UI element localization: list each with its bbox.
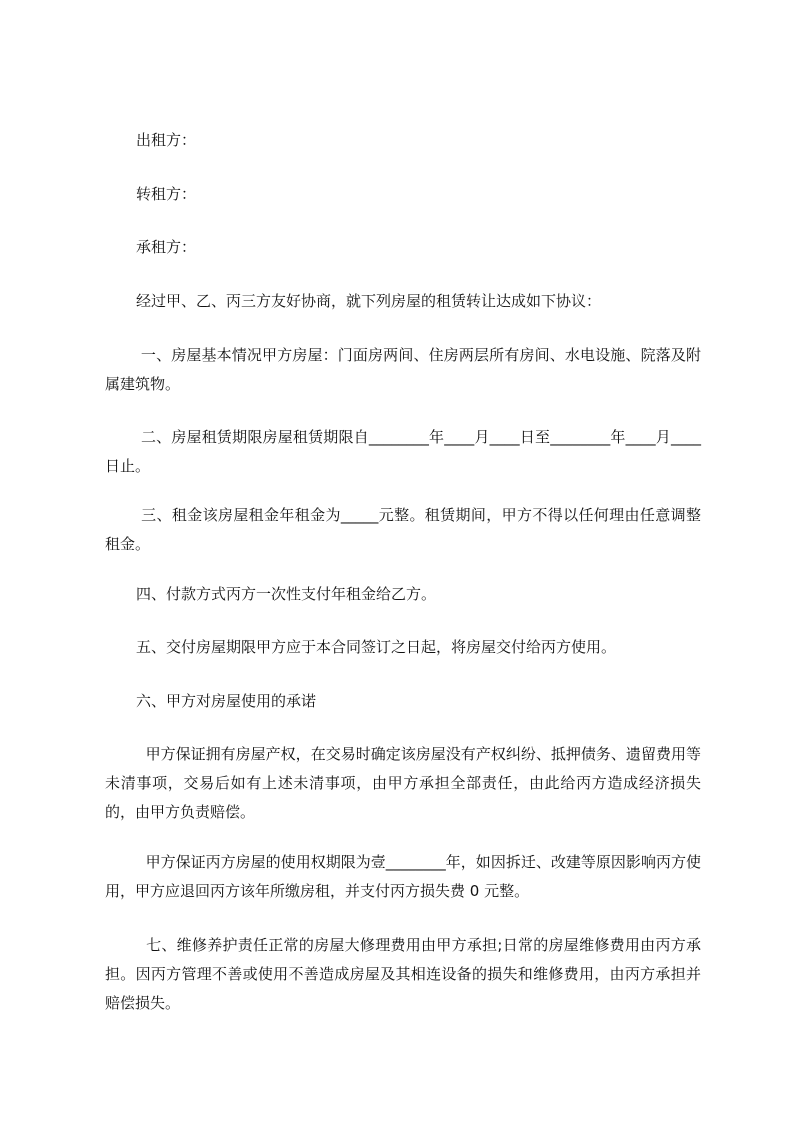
clause-6-ownership-guarantee: 甲方保证拥有房屋产权，在交易时确定该房屋没有产权纠纷、抵押债务、遗留费用等未清事项，交易后如有上述未清事项，由甲方承担全部责任，由此给丙方造成经济损失的，由甲方负责赔偿。 [105, 745, 701, 821]
clause-5-delivery: 五、交付房屋期限甲方应于本合同签订之日起，将房屋交付给丙方使用。 [136, 638, 617, 656]
clause-3-rent: 三、租金该房屋租金年租金为_____元整。租赁期间，甲方不得以任何理由任意调整租金。 [105, 506, 701, 553]
clause-2-lease-term: 二、房屋租赁期限房屋租赁期限自________年____月____日至________年____月____日止。 [105, 428, 701, 475]
clause-1-property-details: 一、房屋基本情况甲方房屋：门面房两间、住房两层所有房间、水电设施、院落及附属建筑物。 [105, 346, 701, 393]
intro-paragraph: 经过甲、乙、丙三方友好协商，就下列房屋的租赁转让达成如下协议： [136, 292, 602, 310]
sublessor-line: 转租方： [136, 185, 197, 203]
lessor-line: 出租方： [136, 131, 197, 149]
lessee-line: 承租方： [136, 238, 197, 256]
clause-6-heading: 六、甲方对房屋使用的承诺 [136, 692, 317, 710]
clause-4-payment: 四、付款方式丙方一次性支付年租金给乙方。 [136, 585, 437, 603]
clause-6-use-right-guarantee: 甲方保证丙方房屋的使用权期限为壹________年，如因拆迁、改建等原因影响丙方使用，甲方应退回丙方该年所缴房租，并支付丙方损失费 0 元整。 [105, 853, 701, 900]
clause-7-maintenance: 七、维修养护责任正常的房屋大修理费用由甲方承担;日常的房屋维修费用由丙方承担。因丙方管理不善或使用不善造成房屋及其相连设备的损失和维修费用，由丙方承担并赔偿损失。 [105, 936, 701, 1012]
